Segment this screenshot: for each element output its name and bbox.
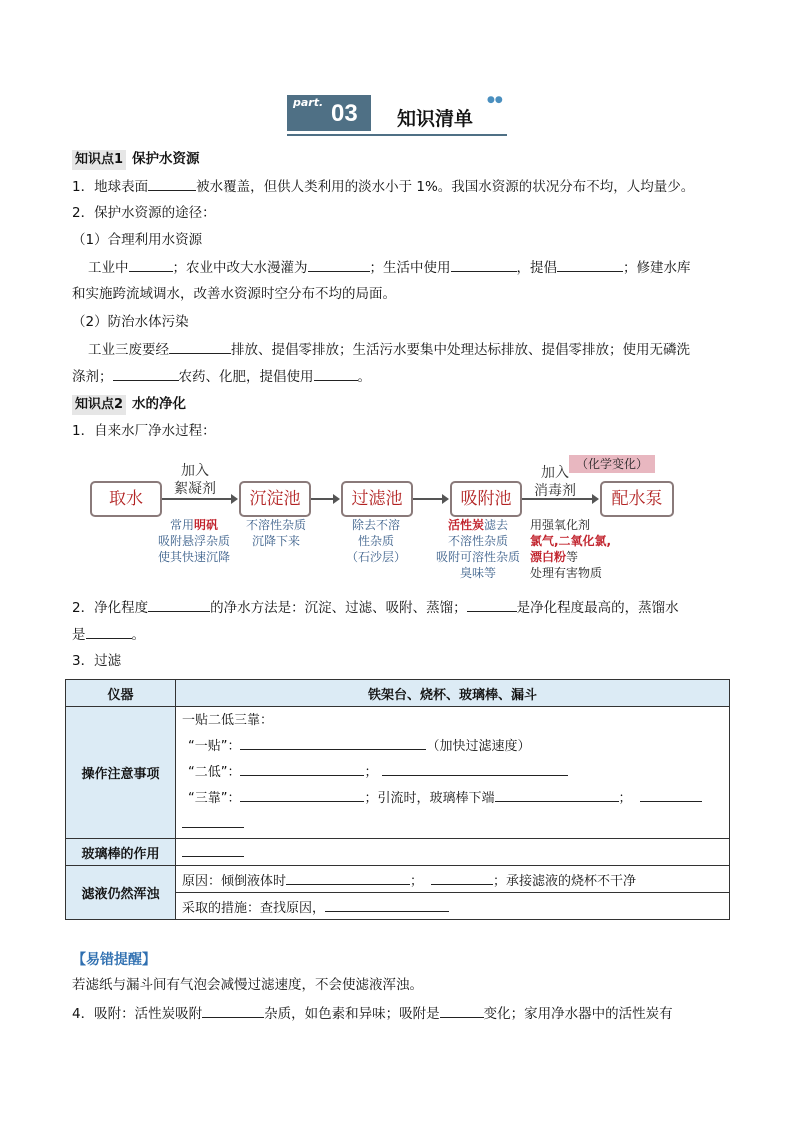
text: 加入	[181, 463, 209, 479]
q2-line1	[72, 598, 679, 617]
text: 工业中	[88, 260, 129, 276]
rule-two-low	[182, 760, 723, 786]
blank[interactable]	[240, 788, 364, 802]
blank[interactable]	[308, 258, 370, 272]
table-row	[66, 866, 730, 893]
blank[interactable]	[431, 871, 493, 885]
kp1-sub2: （2）防治水体污染	[72, 314, 189, 330]
text: 不溶性杂质	[447, 534, 508, 548]
blank[interactable]	[182, 814, 244, 828]
tip-title: 【易错提醒】	[72, 952, 156, 968]
blank[interactable]	[467, 598, 517, 612]
text: 臭味等	[459, 566, 496, 580]
blank[interactable]	[382, 762, 568, 776]
text: 漂白粉	[530, 550, 567, 564]
flow-note-sedimentation	[235, 517, 317, 549]
blank[interactable]	[148, 177, 196, 191]
kp1-tag: 知识点1	[72, 150, 126, 170]
text: 沉降下来	[251, 534, 300, 548]
blank[interactable]	[451, 258, 517, 272]
text: “三靠”：	[188, 790, 241, 806]
text: 采取的措施：查找原因，	[182, 900, 326, 916]
flow-box-filtration: 过滤池	[341, 481, 413, 517]
text: 。	[357, 369, 371, 385]
text: “一贴”：	[188, 738, 241, 754]
text: ；	[410, 873, 424, 889]
text: （加快过滤速度）	[426, 738, 531, 754]
filtration-table	[65, 679, 730, 920]
flow-add-coagulant	[170, 462, 220, 498]
text: 加入	[541, 465, 569, 481]
text: 排放、提倡零排放；生活污水要集中处理达标排放、提倡零排放；使用无磷洗	[231, 342, 690, 358]
text: 原因：倾倒液体时	[182, 873, 287, 889]
blank[interactable]	[440, 1004, 484, 1018]
chemical-change-tag: （化学变化）	[569, 455, 655, 473]
text: 2．净化程度	[72, 600, 149, 616]
text: 杂质，如色素和异味；吸附是	[264, 1006, 440, 1022]
kp2-heading	[72, 395, 186, 415]
kp1-p2-line1	[88, 340, 690, 359]
kp1-line1	[72, 177, 694, 196]
text: 农药、化肥，提倡使用	[178, 369, 314, 385]
rule-one-stick	[182, 734, 723, 760]
table-cell-label: 玻璃棒的作用	[66, 839, 176, 866]
blank[interactable]	[314, 367, 358, 381]
flow-arrow-2	[311, 498, 334, 500]
table-row	[66, 707, 730, 839]
flow-box-adsorption: 吸附池	[450, 481, 522, 517]
blank[interactable]	[86, 625, 132, 639]
text: 变化；家用净水器中的活性炭有	[483, 1006, 673, 1022]
text: 是	[72, 627, 86, 643]
blank[interactable]	[113, 367, 179, 381]
kp1-p2-line2	[72, 367, 371, 386]
flow-note-coagulant	[148, 517, 240, 565]
rule-continue	[182, 812, 723, 838]
banner-dots-icon: ●●	[487, 95, 503, 105]
text: 涤剂；	[72, 369, 113, 385]
q4-line1	[72, 1004, 673, 1023]
tip-text: 若滤纸与漏斗间有气泡会减慢过滤速度，不会使滤液浑浊。	[72, 977, 423, 993]
text: ，提倡	[516, 260, 557, 276]
text: “二低”：	[188, 764, 241, 780]
kp1-heading	[72, 150, 200, 170]
flow-arrow-3	[413, 498, 443, 500]
flow-add-disinfectant	[530, 464, 580, 500]
flow-note-pump	[530, 517, 630, 581]
kp1-p1-line1	[88, 258, 691, 277]
table-cell-label: 操作注意事项	[66, 707, 176, 839]
flow-box-pump: 配水泵	[600, 481, 674, 517]
section-banner	[287, 95, 507, 137]
blank[interactable]	[286, 871, 410, 885]
blank[interactable]	[129, 258, 173, 272]
text: 性杂质	[357, 534, 394, 548]
table-row	[66, 680, 730, 707]
text: 一贴二低三靠：	[182, 712, 274, 728]
blank[interactable]	[325, 898, 449, 912]
text: 除去不溶	[351, 518, 400, 532]
flow-box-sedimentation: 沉淀池	[239, 481, 311, 517]
kp1-p1-line2: 和实施跨流域调水，改善水资源时空分布不均的局面。	[72, 286, 396, 302]
kp1-title: 保护水资源	[132, 151, 200, 167]
text: 处理有害物质	[530, 566, 603, 580]
text: 工业三废要经	[88, 342, 169, 358]
kp1-line2: 2．保护水资源的途径：	[72, 205, 216, 221]
blank[interactable]	[148, 598, 210, 612]
text: 使其快速沉降	[157, 550, 230, 564]
kp1-l1b: 被水覆盖，但供人类利用的淡水小于 1%。我国水资源的状况分布不均，人均量少。	[196, 179, 695, 195]
text: ；修建水库	[623, 260, 691, 276]
text: ；生活中使用	[369, 260, 451, 276]
kp1-l1a: 1．地球表面	[72, 179, 149, 195]
text: 是净化程度最高的，蒸馏水	[516, 600, 679, 616]
banner-part-label: part.	[293, 96, 324, 109]
text: 消毒剂	[534, 483, 576, 499]
text: 明矾	[194, 518, 219, 532]
text: 的净水方法是：沉淀、过滤、吸附、蒸馏；	[210, 600, 467, 616]
text: 吸附悬浮杂质	[157, 534, 230, 548]
blank[interactable]	[202, 1004, 264, 1018]
blank[interactable]	[557, 258, 623, 272]
text: ；引流时，玻璃棒下端	[364, 790, 495, 806]
text: ；承接滤液的烧杯不干净	[493, 873, 637, 889]
kp2-title: 水的净化	[132, 396, 187, 412]
banner-title: 知识清单	[397, 108, 474, 130]
blank[interactable]	[240, 736, 426, 750]
table-cell-value	[176, 893, 730, 920]
table-cell-value	[176, 839, 730, 866]
text: 吸附可溶性杂质	[435, 550, 520, 564]
text: ；农业中改大水漫灌为	[172, 260, 308, 276]
banner-underline	[287, 134, 507, 136]
flow-box-intake: 取水	[90, 481, 162, 517]
blank[interactable]	[182, 843, 244, 857]
blank[interactable]	[240, 762, 364, 776]
table-cell-value	[176, 707, 730, 839]
kp2-tag: 知识点2	[72, 395, 126, 415]
table-cell-label: 仪器	[66, 680, 176, 707]
text: 絮凝剂	[174, 481, 216, 497]
table-cell-value	[176, 866, 730, 893]
text: ；	[364, 764, 378, 780]
table-row	[66, 839, 730, 866]
banner-number: 03	[331, 100, 358, 127]
text: 。	[131, 627, 145, 643]
text: 4．吸附：活性炭吸附	[72, 1006, 203, 1022]
rule-three-lean	[182, 786, 723, 812]
text: ；	[618, 790, 632, 806]
text: 等	[566, 550, 579, 564]
text: 活性炭	[447, 518, 484, 532]
text: 滤去	[484, 518, 509, 532]
table-cell-label: 滤液仍然浑浊	[66, 866, 176, 920]
text: （石沙层）	[345, 550, 406, 564]
table-cell-value: 铁架台、烧杯、玻璃棒、漏斗	[176, 680, 730, 707]
text: 用强氧化剂	[530, 518, 591, 532]
text: 常用	[169, 518, 194, 532]
flow-note-adsorption	[430, 517, 526, 581]
q3-title: 3．过滤	[72, 653, 122, 669]
text: 不溶性杂质	[245, 518, 306, 532]
text: 氯气,二氧化氯,	[530, 534, 612, 548]
flow-arrow-1	[162, 498, 232, 500]
kp2-line1: 1．自来水厂净水过程：	[72, 423, 216, 439]
blank[interactable]	[169, 340, 231, 354]
kp1-sub1: （1）合理利用水资源	[72, 232, 203, 248]
flow-note-filtration	[340, 517, 412, 565]
blank[interactable]	[640, 788, 702, 802]
blank[interactable]	[495, 788, 619, 802]
q2-line2	[72, 625, 145, 644]
